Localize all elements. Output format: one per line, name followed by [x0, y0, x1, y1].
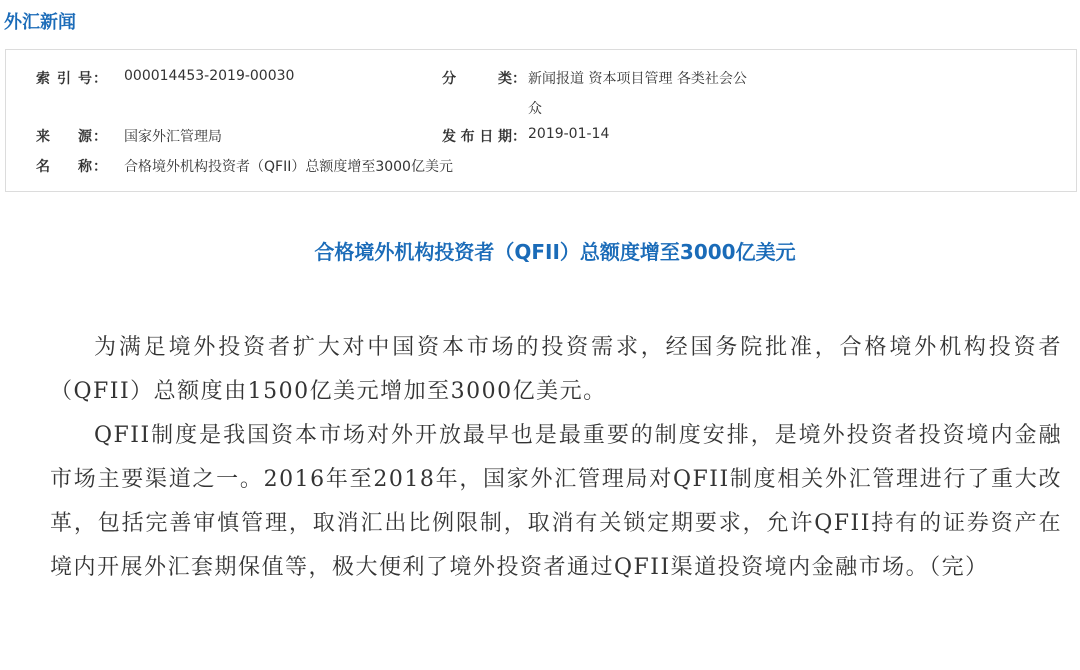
metadata-table: [5, 49, 1077, 192]
index-no-value: 000014453-2019-00030: [124, 68, 295, 84]
source-value: 国家外汇管理局: [124, 129, 222, 145]
pub-date-label: 发布日期: [442, 129, 512, 145]
category-value-cont: 众: [528, 101, 542, 117]
article-paragraph: QFII制度是我国资本市场对外开放最早也是最重要的制度安排，是境外投资者投资境内金融市场主要渠道之一。2016年至2018年，国家外汇管理局对QFII制度相关外汇管理进行了重大改革，包括完善审慎管理，取消汇出比例限制，取消有关锁定期要求，允许QFII持有的证券资产在境内开展外汇套期保值等，极大便利了境外投资者通过QFII渠道投资境内金融市场。（完）: [50, 423, 1062, 580]
category-label: 分类: [442, 71, 512, 87]
index-no-label: 索引号: [36, 71, 92, 87]
article-paragraph: 为满足境外投资者扩大对中国资本市场的投资需求，经国务院批准，合格境外机构投资者（QFII）总额度由1500亿美元增加至3000亿美元。: [50, 335, 1062, 404]
article-body: [50, 326, 1062, 590]
pub-date-colon: ：: [512, 129, 526, 145]
name-colon: ：: [93, 159, 107, 175]
source-label: 来源: [36, 129, 92, 145]
name-label: 名称: [36, 159, 92, 175]
name-value: 合格境外机构投资者（QFII）总额度增至3000亿美元: [124, 159, 453, 175]
source-colon: ：: [93, 129, 107, 145]
section-title[interactable]: 外汇新闻: [4, 12, 76, 33]
article-title: 合格境外机构投资者（QFII）总额度增至3000亿美元: [314, 240, 796, 264]
category-colon: ：: [512, 71, 526, 87]
pub-date-value: 2019-01-14: [528, 126, 610, 142]
category-value: 新闻报道 资本项目管理 各类社会公: [528, 71, 747, 87]
index-no-colon: ：: [93, 71, 107, 87]
